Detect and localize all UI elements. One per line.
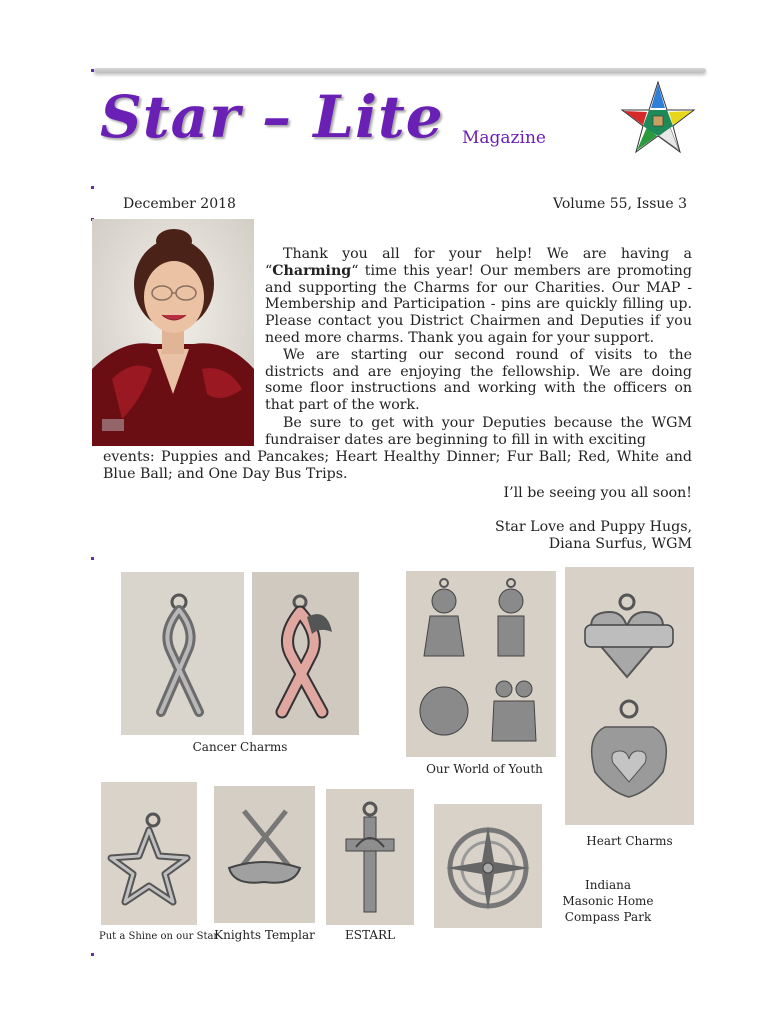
cancer-ribbon-pink-photo (252, 572, 359, 735)
marker-dot (91, 953, 94, 956)
caption-knights-templar: Knights Templar (214, 928, 315, 942)
star-charm-photo (101, 782, 197, 925)
caption-world-of-youth: Our World of Youth (426, 762, 543, 776)
letter-closing: I’ll be seeing you all soon! (503, 485, 692, 501)
compass-charm-photo (434, 804, 542, 928)
letter-paragraph-3-continued: events: Puppies and Pancakes; Heart Healthy Dinner; Fur Ball; Red, White and Blue Ball; and One Day Bus Trips. (103, 449, 692, 482)
caption-cancer-charms: Cancer Charms (192, 740, 288, 754)
letter-text: Thank you all for your help! We are having a “ (265, 246, 692, 279)
eastern-star-emblem-icon (620, 80, 696, 156)
knights-templar-charm-photo (214, 786, 315, 923)
caption-estarl: ESTARL (345, 928, 395, 942)
magazine-title: Star – Lite (100, 83, 444, 151)
marker-dot (91, 186, 94, 189)
letter-paragraph-2: We are starting our second round of visits to the districts and are enjoying the fellowship. We are doing some floor instructions and working with the officers on that part of the work. (265, 346, 692, 414)
magazine-subtitle: Magazine (462, 128, 546, 148)
world-of-youth-charms-photo (406, 571, 556, 757)
letter-paragraph-3-start (265, 415, 692, 449)
caption-compass-line-2: Masonic Home (562, 894, 654, 908)
letter-paragraph-1 (265, 246, 692, 347)
caption-compass-line-1: Indiana (584, 878, 632, 892)
marker-dot (91, 69, 94, 72)
caption-heart-charms: Heart Charms (586, 834, 673, 848)
marker-dot (91, 557, 94, 560)
letter-signature: Diana Surfus, WGM (548, 536, 692, 552)
issue-date: December 2018 (123, 196, 236, 212)
letter-top (265, 246, 692, 414)
heart-charms-photo (565, 567, 694, 825)
letter-paragraph-3-wrap (103, 449, 692, 483)
issue-volume: Volume 55, Issue 3 (553, 196, 688, 212)
letter-bold-word: Charming (272, 262, 352, 279)
letter-paragraph-3: Be sure to get with your Deputies because the WGM fundraiser dates are beginning to fill in with exciting (265, 415, 692, 448)
portrait-photo (92, 219, 254, 446)
letter-text: “ time this year! Our members are promoting and supporting the Charms for our Charities. Our MAP - Membership and Participation - pins are quickly filling up. Please contact you District Chairmen and Deputies if you need more charms. Thank you again for your support. (265, 262, 692, 346)
estarl-cross-charm-photo (326, 789, 414, 925)
header-rule (94, 68, 706, 73)
cancer-ribbon-silver-photo (121, 572, 244, 735)
letter-signoff: Star Love and Puppy Hugs, (495, 519, 692, 535)
caption-star: Put a Shine on our Star (99, 931, 219, 942)
caption-compass-line-3: Compass Park (564, 910, 652, 924)
